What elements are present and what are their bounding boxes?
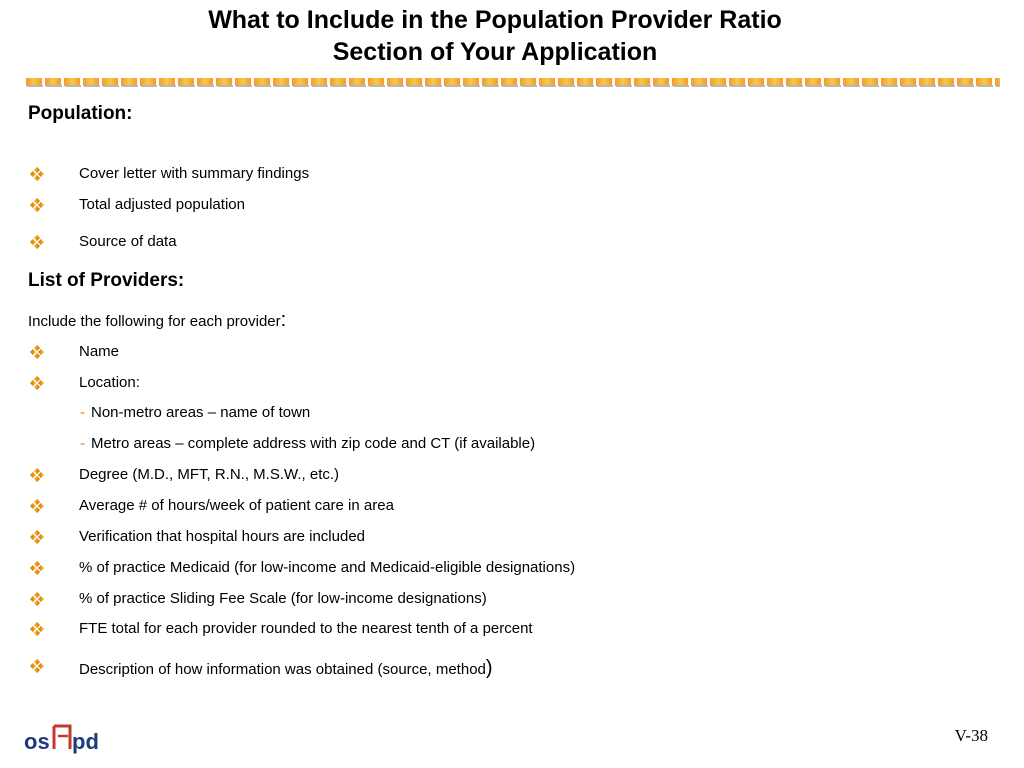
diamond-bullet-icon	[30, 198, 44, 212]
diamond-bullet-icon	[30, 376, 44, 390]
diamond-bullet-icon	[30, 235, 44, 249]
population-heading: Population:	[28, 103, 133, 124]
oshpd-logo	[24, 722, 118, 754]
providers-intro: Include the following for each provider:	[28, 309, 287, 331]
svg-text:os: os	[24, 729, 50, 754]
diamond-bullet-icon	[30, 622, 44, 636]
page-number: V-38	[954, 726, 988, 745]
decorative-dashed-rule	[26, 77, 1000, 89]
sub-list-item: - Non-metro areas – name of town	[80, 404, 311, 421]
providers-heading: List of Providers:	[28, 270, 185, 291]
dash-bullet: -	[80, 435, 85, 452]
sub-list-item: - Metro areas – complete address with zip code and CT (if available)	[80, 435, 536, 452]
title-line-1: What to Include in the Population Provider Ratio	[208, 6, 782, 34]
slide-title	[0, 4, 990, 68]
title-line-2: Section of Your Application	[332, 38, 658, 66]
diamond-bullet-icon	[30, 530, 44, 544]
diamond-bullet-icon	[30, 345, 44, 359]
dash-bullet: -	[80, 404, 85, 421]
svg-text:pd: pd	[72, 729, 99, 754]
diamond-bullet-icon	[30, 499, 44, 513]
diamond-bullet-icon	[30, 659, 44, 673]
diamond-bullet-icon	[30, 592, 44, 606]
diamond-bullet-icon	[30, 167, 44, 181]
diamond-bullet-icon	[30, 468, 44, 482]
diamond-bullet-icon	[30, 561, 44, 575]
